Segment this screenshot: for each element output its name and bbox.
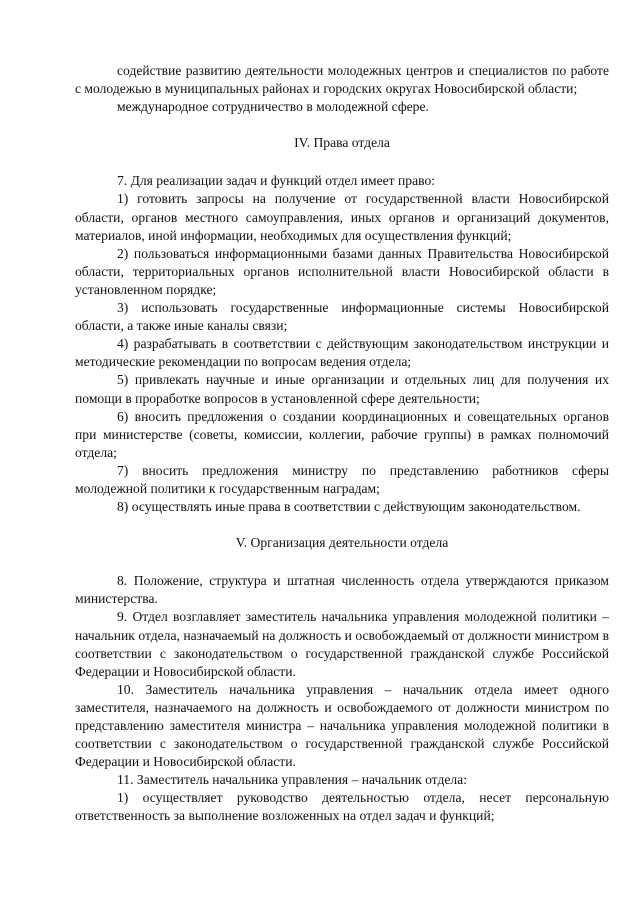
list-item: 4) разрабатывать в соответствии с действующим законодательством инструкции и методические рекомендации по вопросам ведения отдела; (75, 336, 609, 370)
paragraph: 8. Положение, структура и штатная численность отдела утверждаются приказом министерства. (75, 573, 609, 607)
list-item: 6) вносить предложения о создании координационных и совещательных органов при министерстве (советы, комиссии, коллегии, рабочие группы) в рамках полномочий отдела; (75, 408, 609, 460)
list-item: 3) использовать государственные информационные системы Новосибирской области, а также иные каналы связи; (75, 300, 609, 334)
paragraph: 9. Отдел возглавляет заместитель начальника управления молодежной политики – начальник отдела, назначаемый на должность и освобождаемый от должности министром в соответствии с законодательством о государственной гражданской службе Российской Федерации и Новосибирской области. (75, 609, 609, 679)
list-item: 2) пользоваться информационными базами данных Правительства Новосибирской области, территориальных органов исполнительной власти Новосибирской области в установленном порядке; (75, 245, 609, 297)
paragraph: международное сотрудничество в молодежной сфере. (117, 99, 429, 115)
paragraph: 7. Для реализации задач и функций отдел имеет право: (117, 173, 436, 189)
paragraph: 11. Заместитель начальника управления – начальник отдела: (117, 772, 467, 788)
list-item: 1) готовить запросы на получение от государственной власти Новосибирской области, органов местного самоуправления, иных органов и организаций документов, материалов, иной информации, необходимых для осуществления функций; (75, 191, 609, 243)
section-heading: V. Организация деятельности отдела (235, 535, 449, 551)
section-heading: IV. Права отдела (294, 135, 390, 151)
paragraph: содействие развитию деятельности молодежных центров и специалистов по работе с молодежью в муниципальных районах и городских округах Новосибирской области; (75, 63, 609, 97)
list-item: 8) осуществлять иные права в соответствии с действующим законодательством. (117, 499, 581, 515)
paragraph: 10. Заместитель начальника управления – начальник отдела имеет одного заместителя, назначаемого на должность и освобождаемого от должности министром по представлению заместителя министра – начальника управления молодежной политики в соответствии с законодательством о государственной гражданской службе Российской Федерации и Новосибирской области. (75, 681, 609, 770)
list-item: 5) привлекать научные и иные организации и отдельных лиц для получения их помощи в проработке вопросов в установленной сфере деятельности; (75, 372, 609, 406)
list-item: 1) осуществляет руководство деятельностью отдела, несет персональную ответственность за выполнение возложенных на отдел задач и функций; (75, 790, 609, 824)
list-item: 7) вносить предложения министру по представлению работников сферы молодежной политики к государственным наградам; (75, 462, 609, 496)
document-page (75, 62, 609, 826)
